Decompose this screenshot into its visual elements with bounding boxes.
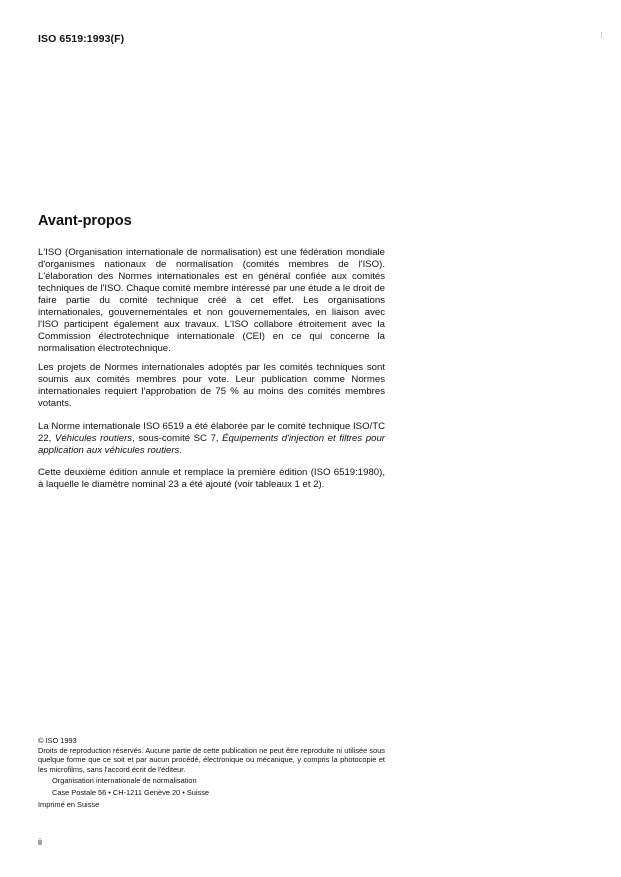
p3-text-3: .: [179, 445, 182, 456]
organisation-name: Organisation internationale de normalisation: [52, 776, 197, 785]
p3-italic-2: Équipements d'injection et filtres pour application aux véhicules routiers: [38, 433, 385, 456]
copyright-line: © ISO 1993: [38, 736, 77, 745]
printed-in: Imprimé en Suisse: [38, 800, 100, 809]
foreword-paragraph-3: [38, 421, 385, 457]
p3-text-2: , sous-comité SC 7,: [132, 433, 223, 444]
section-title: Avant-propos: [38, 213, 132, 229]
scan-edge-mark: [601, 32, 602, 38]
document-code: ISO 6519:1993(F): [38, 33, 125, 45]
foreword-paragraph-2: Les projets de Normes internationales adoptés par les comités techniques sont soumis aux comités membres pour vote. Leur publication comme Normes internationales requiert l'approbation de 75 % au moins des comités membres votants.: [38, 362, 385, 409]
p3-italic-1: Véhicules routiers: [54, 433, 133, 444]
p3-text-1: La Norme internationale ISO 6519 a été élaborée par le comité technique ISO/TC 22,: [38, 421, 385, 444]
page-number: ii: [38, 837, 42, 847]
organisation-address: Case Postale 56 • CH-1211 Genève 20 • Suisse: [52, 787, 210, 797]
rights-notice: Droits de reproduction réservés. Aucune partie de cette publication ne peut être reproduite ni utilisée sous quelque forme que ce soit et par aucun procédé, électronique ou mécanique, y compris la photocopie et les microfilms, sans l'accord écrit de l'éditeur.: [38, 745, 385, 774]
copyright-block: [38, 736, 385, 810]
foreword-paragraph-4: Cette deuxième édition annule et remplace la première édition (ISO 6519:1980), à laquelle le diamètre nominal 23 a été ajouté (voir tableaux 1 et 2).: [38, 467, 385, 490]
foreword-paragraph-1: L'ISO (Organisation internationale de normalisation) est une fédération mondiale d'organismes nationaux de normalisation (comités membres de l'ISO). L'élaboration des Normes internationales est en général confiée aux comités techniques de l'ISO. Chaque comité membre intéressé par une étude a le droit de faire partie du comité technique créé à cet effet. Les organisations internationales, gouvernementales et non gouvernementales, en liaison avec l'ISO participent également aux travaux. L'ISO collabore étroitement avec la Commission électrotechnique internationale (CEI) en ce qui concerne la normalisation électrotechnique.: [38, 247, 385, 354]
